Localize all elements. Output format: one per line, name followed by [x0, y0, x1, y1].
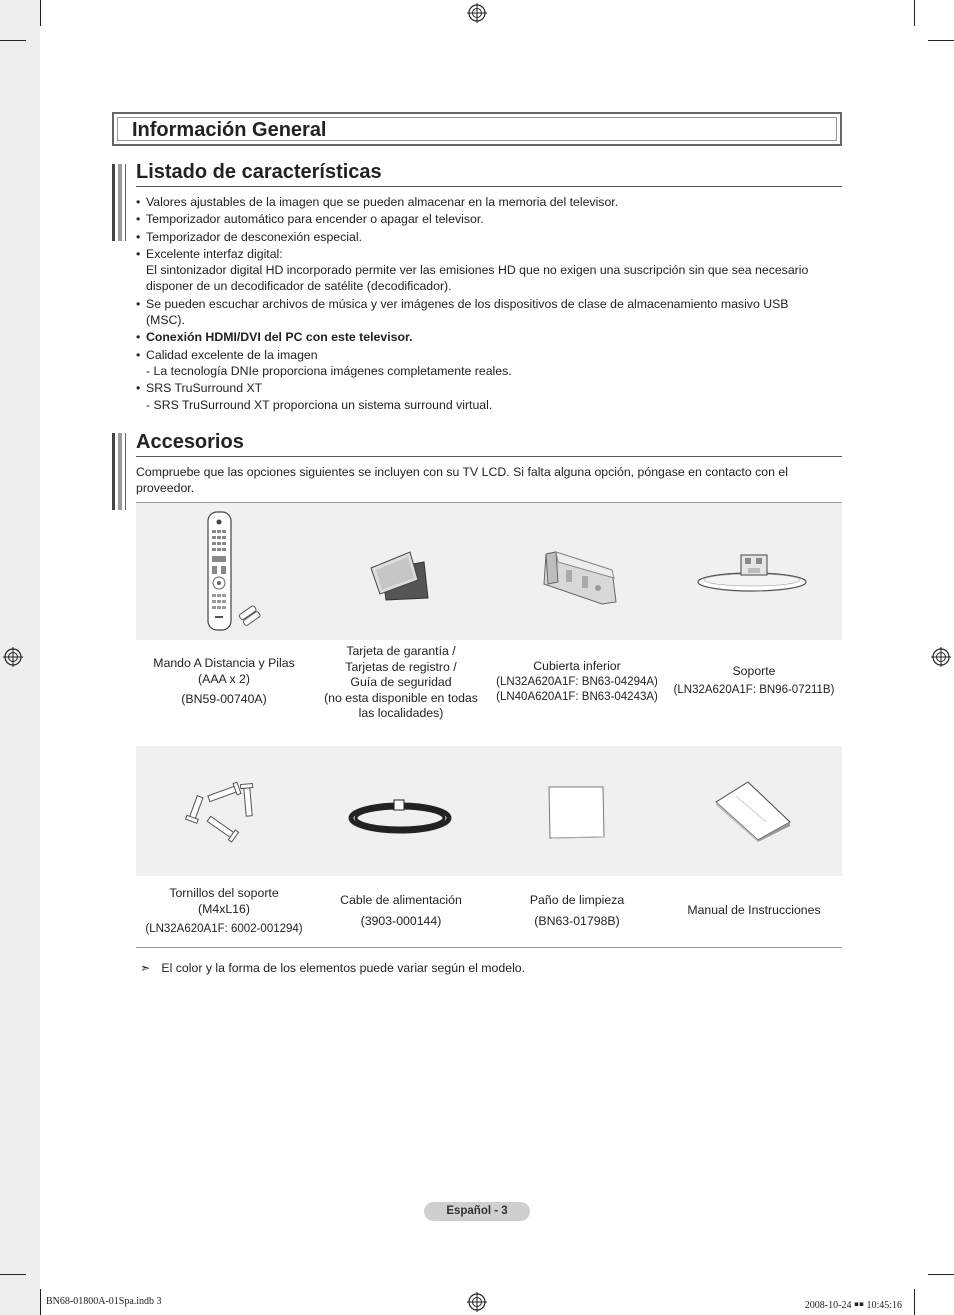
section-heading-accessories: Accesorios: [136, 431, 244, 453]
crop-mark: [40, 1289, 41, 1315]
registration-mark-icon: [931, 647, 951, 667]
divider: [136, 947, 842, 948]
crop-mark: [914, 0, 915, 26]
section-heading-features: Listado de características: [136, 161, 382, 183]
remote-control-icon: [196, 510, 266, 632]
features-list: [136, 194, 846, 414]
warranty-cards-icon: [368, 550, 432, 602]
accessory-cards-label: Tarjeta de garantía / Tarjetas de registro / Guía de seguridad (no esta disponible en todas las localidades): [324, 644, 478, 720]
note-text: El color y la forma de los elementos puede variar según el modelo.: [161, 961, 526, 975]
page-title: Información General: [132, 119, 327, 141]
accessory-cover-label: Cubierta inferior (LN32A620A1F: BN63-04294A) (LN40A620A1F: BN63-04243A): [496, 659, 658, 703]
stand-icon: [696, 550, 808, 594]
registration-mark-icon: [467, 1292, 487, 1312]
crop-mark: [914, 1289, 915, 1315]
registration-mark-icon: [3, 647, 23, 667]
crop-mark: [928, 40, 954, 41]
list-item: • Temporizador de desconexión especial.: [136, 229, 846, 245]
list-item: • Excelente interfaz digital: El sintonizador digital HD incorporado permite ver las emisiones HD que no exigen una suscripción sin que sea necesario disponer de un decodificador de satélite (decodificador).: [136, 246, 846, 295]
power-cable-icon: [346, 796, 454, 838]
section-bar: [112, 433, 126, 510]
list-item: • Calidad excelente de la imagen - La tecnología DNIe proporciona imágenes completamente reales.: [136, 347, 846, 380]
list-item: • Temporizador automático para encender o apagar el televisor.: [136, 211, 846, 227]
section-rule: [136, 456, 842, 457]
list-item: • Valores ajustables de la imagen que se pueden almacenar en la memoria del televisor.: [136, 194, 846, 210]
section-rule: [136, 186, 842, 187]
footer-file-info: BN68-01800A-01Spa.indb 3: [46, 1296, 162, 1307]
page-number: Español - 3: [424, 1202, 530, 1221]
page-title-box: [112, 112, 842, 146]
list-item: • Conexión HDMI/DVI del PC con este televisor.: [136, 329, 846, 345]
accessories-intro: Compruebe que las opciones siguientes se incluyen con su TV LCD. Si falta alguna opción, póngase en contacto con el proveedor.: [136, 465, 788, 495]
cleaning-cloth-icon: [546, 784, 606, 840]
registration-mark-icon: [467, 3, 487, 23]
accessory-cloth-label: Paño de limpieza (BN63-01798B): [529, 893, 625, 928]
crop-mark: [40, 0, 41, 26]
note: [140, 961, 525, 975]
crop-mark: [0, 40, 26, 41]
manual-icon: [712, 780, 792, 842]
section-bar: [112, 164, 126, 241]
screws-icon: [182, 780, 268, 846]
crop-mark: [928, 1274, 954, 1275]
list-item: • SRS TruSurround XT - SRS TruSurround XT proporciona un sistema surround virtual.: [136, 380, 846, 413]
accessory-manual-label: Manual de Instrucciones: [687, 903, 821, 917]
list-item: • Se pueden escuchar archivos de música y ver imágenes de los dispositivos de clase de almacenamiento masivo USB (MSC).: [136, 296, 846, 329]
note-arrow-icon: ➣: [140, 961, 151, 975]
accessory-screws-label: Tornillos del soporte (M4xL16) (LN32A620A1F: 6002-001294): [145, 886, 303, 935]
crop-mark: [0, 1274, 26, 1275]
accessory-stand-label: Soporte (LN32A620A1F: BN96-07211B): [673, 664, 835, 696]
footer-timestamp: 2008-10-24 ￭￭ 10:45:16: [804, 1300, 902, 1311]
accessory-cable-label: Cable de alimentación (3903-000144): [340, 893, 462, 928]
bottom-cover-icon: [536, 548, 618, 606]
accessory-remote-label: Mando A Distancia y Pilas (AAA x 2) (BN59-00740A): [153, 656, 295, 706]
